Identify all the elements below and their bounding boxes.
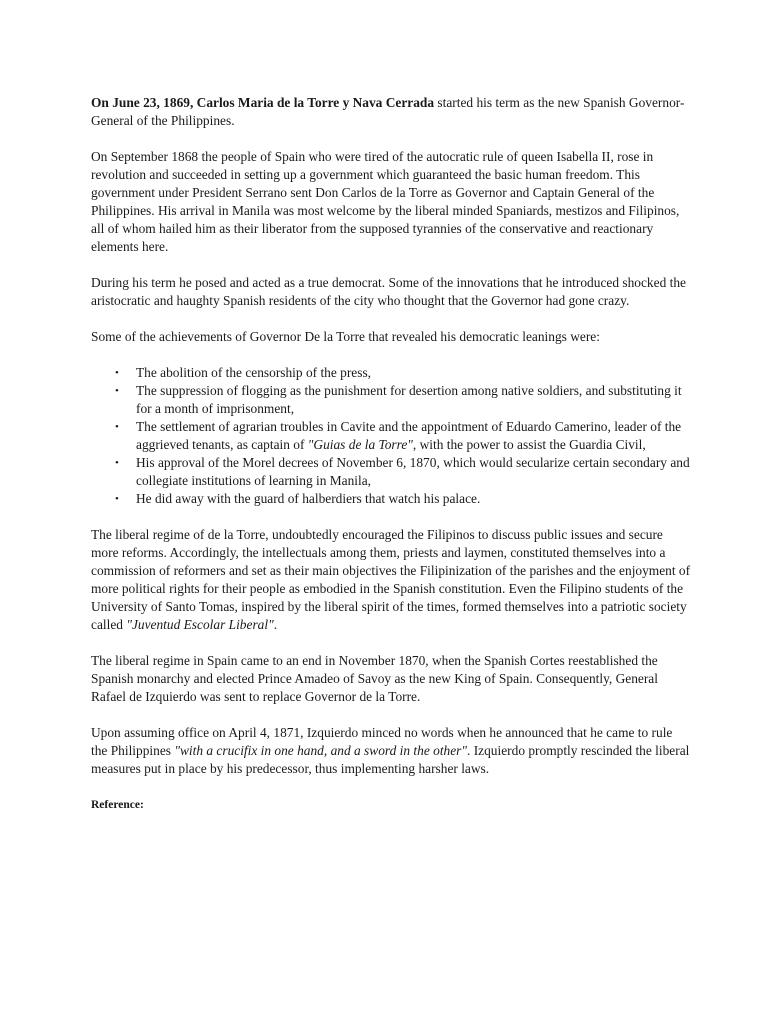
bullet-icon: • (115, 367, 119, 379)
bullet-icon: • (115, 421, 119, 433)
list-item-text: His approval of the Morel decrees of November 6, 1870, which would secularize certain secondary and collegiate institutions of learning in Manila, (136, 455, 690, 488)
intro-bold-text: On June 23, 1869, Carlos Maria de la Torre y Nava Cerrada (91, 95, 435, 110)
list-item (91, 490, 691, 508)
bullet-icon: • (115, 385, 119, 397)
list-item (91, 418, 691, 454)
paragraph-achievements-intro: Some of the achievements of Governor De la Torre that revealed his democratic leanings were: (91, 329, 600, 344)
list-item-text: He did away with the guard of halberdiers that watch his palace. (136, 491, 481, 506)
bullet-icon: • (115, 457, 119, 469)
paragraph-liberal-regime (91, 526, 691, 634)
list-item (91, 382, 691, 418)
list-item-text: The settlement of agrarian troubles in Cavite and the appointment of Eduardo Camerino, leader of the aggrieved tenants, as captain of (136, 419, 682, 452)
paragraph-text: . Izquierdo promptly rescinded the liberal measures put in place by his predecessor, thus implementing harsher laws. (91, 743, 690, 776)
intro-text: started his term as the new Spanish Governor-General of the Philippines. (91, 95, 685, 128)
paragraph-text: . (273, 617, 278, 632)
paragraph-democrat: During his term he posed and acted as a true democrat. Some of the innovations that he introduced shocked the aristocratic and haughty Spanish residents of the city who thought that the Governor had gone crazy. (91, 275, 686, 308)
paragraph-text: Upon assuming office on April 4, 1871, Izquierdo minced no words when he announced that he came to rule the Philippines (91, 725, 673, 758)
reference-label: Reference: (91, 799, 144, 811)
achievements-list (91, 364, 691, 508)
list-item-italic-text: "Guias de la Torre" (307, 437, 413, 452)
bullet-icon: • (115, 493, 119, 505)
list-item-text: The suppression of flogging as the punishment for desertion among native soldiers, and substituting it for a month of imprisonment, (136, 383, 682, 416)
paragraph-revolution: On September 1868 the people of Spain who were tired of the autocratic rule of queen Isabella II, rose in revolution and succeeded in setting up a government which guaranteed the basic human freedom. This government under President Serrano sent Don Carlos de la Torre as Governor and Captain General of the Philippines. His arrival in Manila was most welcome by the liberal minded Spaniards, mestizos and Filipinos, all of whom hailed him as their liberator from the supposed tyrannies of the conservative and reactionary elements here. (91, 149, 680, 254)
quote-italic: "with a crucifix in one hand, and a sword in the other" (174, 743, 468, 758)
paragraph-regime-end: The liberal regime in Spain came to an end in November 1870, when the Spanish Cortes reestablished the Spanish monarchy and elected Prince Amadeo of Savoy as the new King of Spain. Consequently, General Rafael de Izquierdo was sent to replace Governor de la Torre. (91, 653, 658, 704)
society-name-italic: "Juventud Escolar Liberal" (126, 617, 274, 632)
list-item-text: The abolition of the censorship of the press, (136, 365, 372, 380)
list-item (91, 454, 691, 490)
document-page (91, 94, 691, 814)
list-item-text: , with the power to assist the Guardia Civil, (412, 437, 646, 452)
list-item (91, 364, 691, 382)
paragraph-intro (91, 94, 691, 130)
paragraph-text: The liberal regime of de la Torre, undoubtedly encouraged the Filipinos to discuss public issues and secure more reforms. Accordingly, the intellectuals among them, priests and laymen, constituted themselves into a commission of reformers and set as their main objectives the Filipinization of the parishes and the enjoyment of more political rights for their people as embodied in the Spanish constitution. Even the Filipino students of the University of Santo Tomas, inspired by the liberal spirit of the times, formed themselves into a patriotic society called (91, 527, 691, 632)
paragraph-izquierdo (91, 724, 691, 778)
